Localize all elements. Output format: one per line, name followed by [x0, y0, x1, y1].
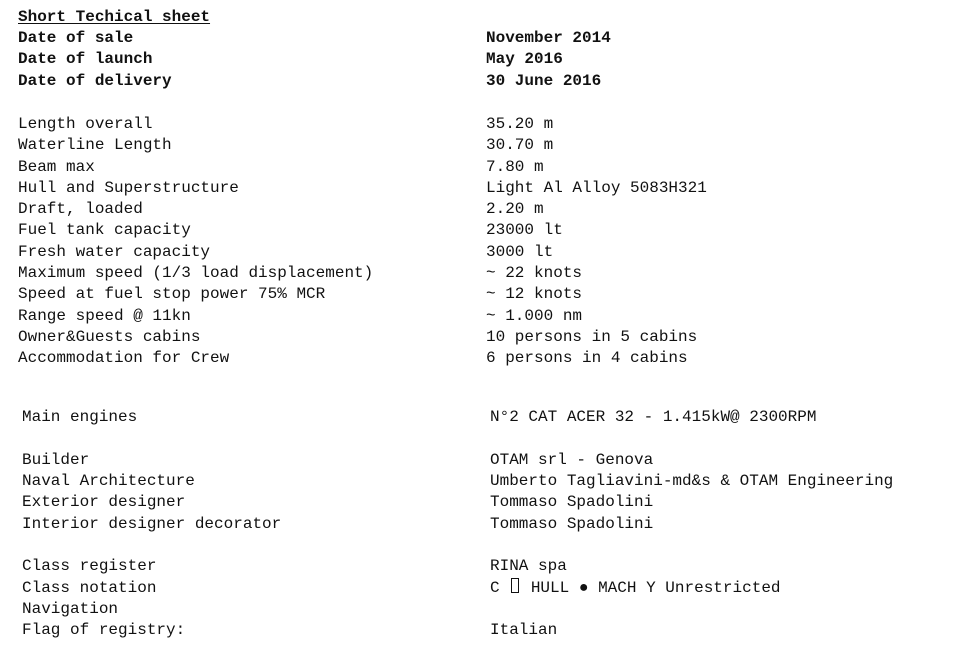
date-of-launch-value: May 2016 — [486, 50, 563, 68]
spec-label: Speed at fuel stop power 75% MCR — [18, 285, 326, 303]
flag-of-registry-value: Italian — [490, 621, 558, 639]
navigation-label: Navigation — [22, 600, 119, 618]
spec-label: Fuel tank capacity — [18, 221, 191, 239]
interior-designer-label: Interior designer decorator — [22, 515, 282, 533]
spec-value: ~ 12 knots — [486, 285, 583, 303]
date-of-launch-label: Date of launch — [18, 50, 153, 68]
spec-label: Beam max — [18, 158, 95, 176]
main-engines-value: N°2 CAT ACER 32 - 1.415kW@ 2300RPM — [490, 408, 817, 426]
class-notation-part: MACH — [598, 579, 637, 597]
exterior-designer-label: Exterior designer — [22, 493, 186, 511]
naval-architecture-label: Naval Architecture — [22, 472, 195, 490]
spec-label: Maximum speed (1/3 load displacement) — [18, 264, 374, 282]
class-notation-part: HULL — [530, 579, 570, 597]
spec-value: 6 persons in 4 cabins — [486, 349, 688, 367]
bullet-icon: ● — [578, 579, 589, 597]
main-engines-label: Main engines — [22, 408, 138, 426]
naval-architecture-value: Umberto Tagliavini-md&s & OTAM Engineering — [490, 472, 894, 490]
spec-label: Range speed @ 11kn — [18, 307, 191, 325]
builder-value: OTAM srl - Genova — [490, 451, 654, 469]
spec-value: ~ 1.000 nm — [486, 307, 583, 325]
date-of-delivery-value: 30 June 2016 — [486, 72, 602, 90]
spec-value: 10 persons in 5 cabins — [486, 328, 698, 346]
spec-value: ~ 22 knots — [486, 264, 583, 282]
spec-value: Light Al Alloy 5083H321 — [486, 179, 707, 197]
class-notation-value — [490, 578, 781, 598]
date-of-sale-label: Date of sale — [18, 29, 134, 47]
spec-value: 7.80 m — [486, 158, 544, 176]
class-notation-label: Class notation — [22, 579, 157, 597]
class-notation-part: Y — [646, 579, 656, 597]
spec-label: Draft, loaded — [18, 200, 143, 218]
spec-value: 35.20 m — [486, 115, 554, 133]
spec-value: 23000 lt — [486, 221, 563, 239]
spec-label: Hull and Superstructure — [18, 179, 239, 197]
cross-symbol-icon — [511, 578, 519, 593]
spec-label: Length overall — [18, 115, 153, 133]
class-notation-part: Unrestricted — [665, 579, 781, 597]
interior-designer-value: Tommaso Spadolini — [490, 515, 654, 533]
date-of-delivery-label: Date of delivery — [18, 72, 172, 90]
exterior-designer-value: Tommaso Spadolini — [490, 493, 654, 511]
sheet-title: Short Techical sheet — [18, 8, 211, 26]
spec-label: Accommodation for Crew — [18, 349, 230, 367]
class-register-label: Class register — [22, 557, 157, 575]
date-of-sale-value: November 2014 — [486, 29, 611, 47]
spec-value: 3000 lt — [486, 243, 554, 261]
spec-label: Waterline Length — [18, 136, 172, 154]
spec-label: Fresh water capacity — [18, 243, 211, 261]
flag-of-registry-label: Flag of registry: — [22, 621, 186, 639]
class-notation-part: C — [490, 579, 500, 597]
builder-label: Builder — [22, 451, 90, 469]
class-register-value: RINA spa — [490, 557, 567, 575]
spec-label: Owner&Guests cabins — [18, 328, 201, 346]
spec-value: 2.20 m — [486, 200, 544, 218]
spec-value: 30.70 m — [486, 136, 554, 154]
